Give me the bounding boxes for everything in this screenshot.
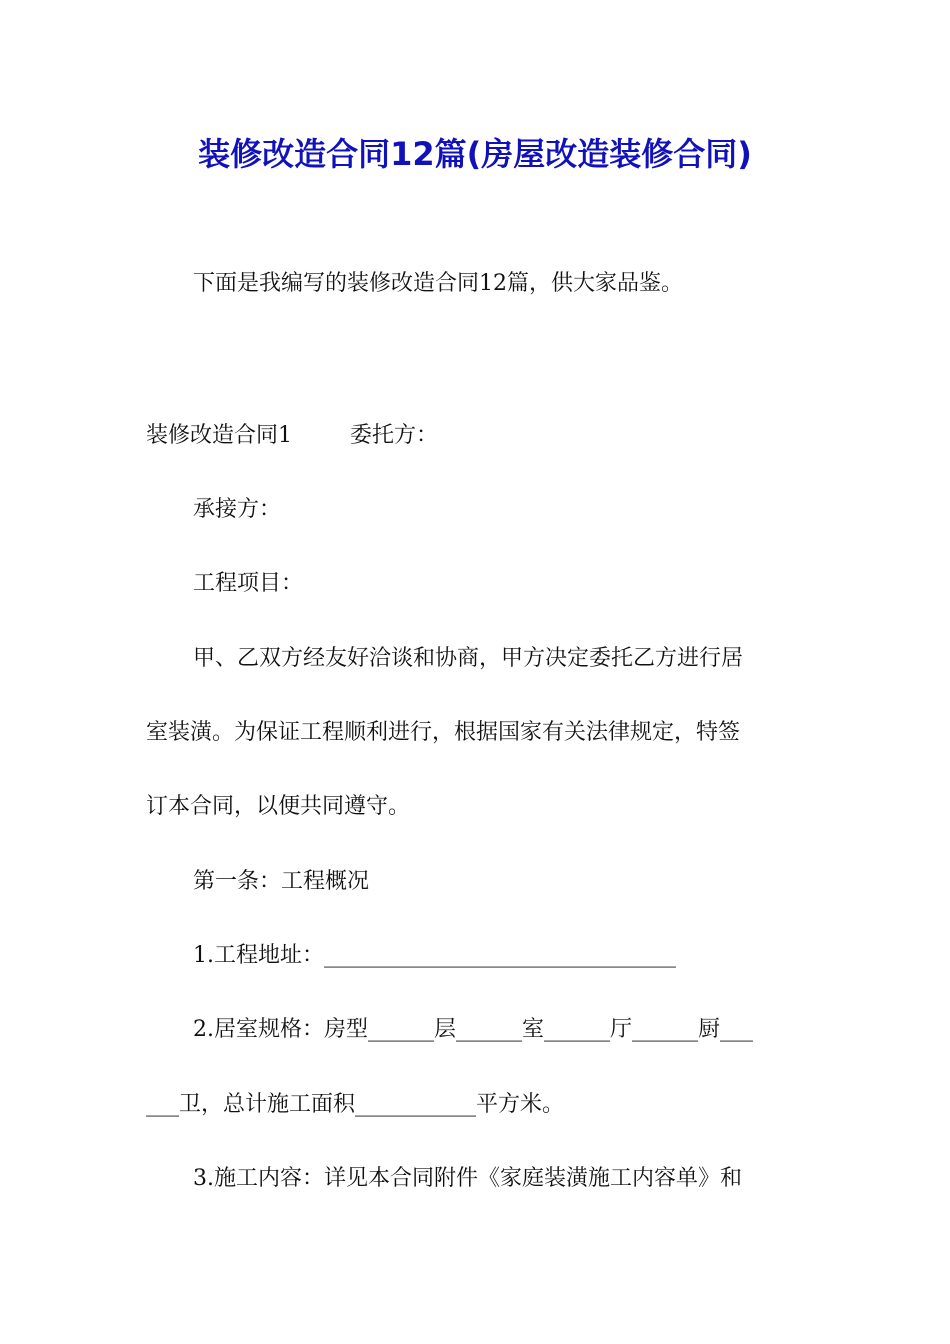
client-label: 委托方： [350,423,439,448]
paragraph-line: 订本合同，以便共同遵守。 [146,794,411,819]
paragraph-line: 甲、乙双方经友好洽谈和协商，甲方决定委托乙方进行居 [193,646,744,671]
project-label: 工程项目： [193,571,304,596]
item-room-spec: 2.居室规格：房型______层______室______厅______厨___ [193,1017,753,1042]
item-address: 1.工程地址：________________________________ [193,943,676,968]
item-construction-content: 3.施工内容：详见本合同附件《家庭装潢施工内容单》和 [193,1166,742,1191]
contractor-label: 承接方： [193,497,282,522]
paragraph-line: 室装潢。为保证工程顺利进行，根据国家有关法律规定，特签 [146,720,741,745]
article-heading: 第一条：工程概况 [193,869,370,894]
section-heading: 装修改造合同1 [146,423,292,448]
document-title: 装修改造合同12篇(房屋改造装修合同) [198,135,752,173]
item-room-spec-continued: ___卫，总计施工面积___________平方米。 [146,1092,565,1117]
section-heading-row [146,420,438,452]
intro-paragraph: 下面是我编写的装修改造合同12篇，供大家品鉴。 [193,271,683,296]
